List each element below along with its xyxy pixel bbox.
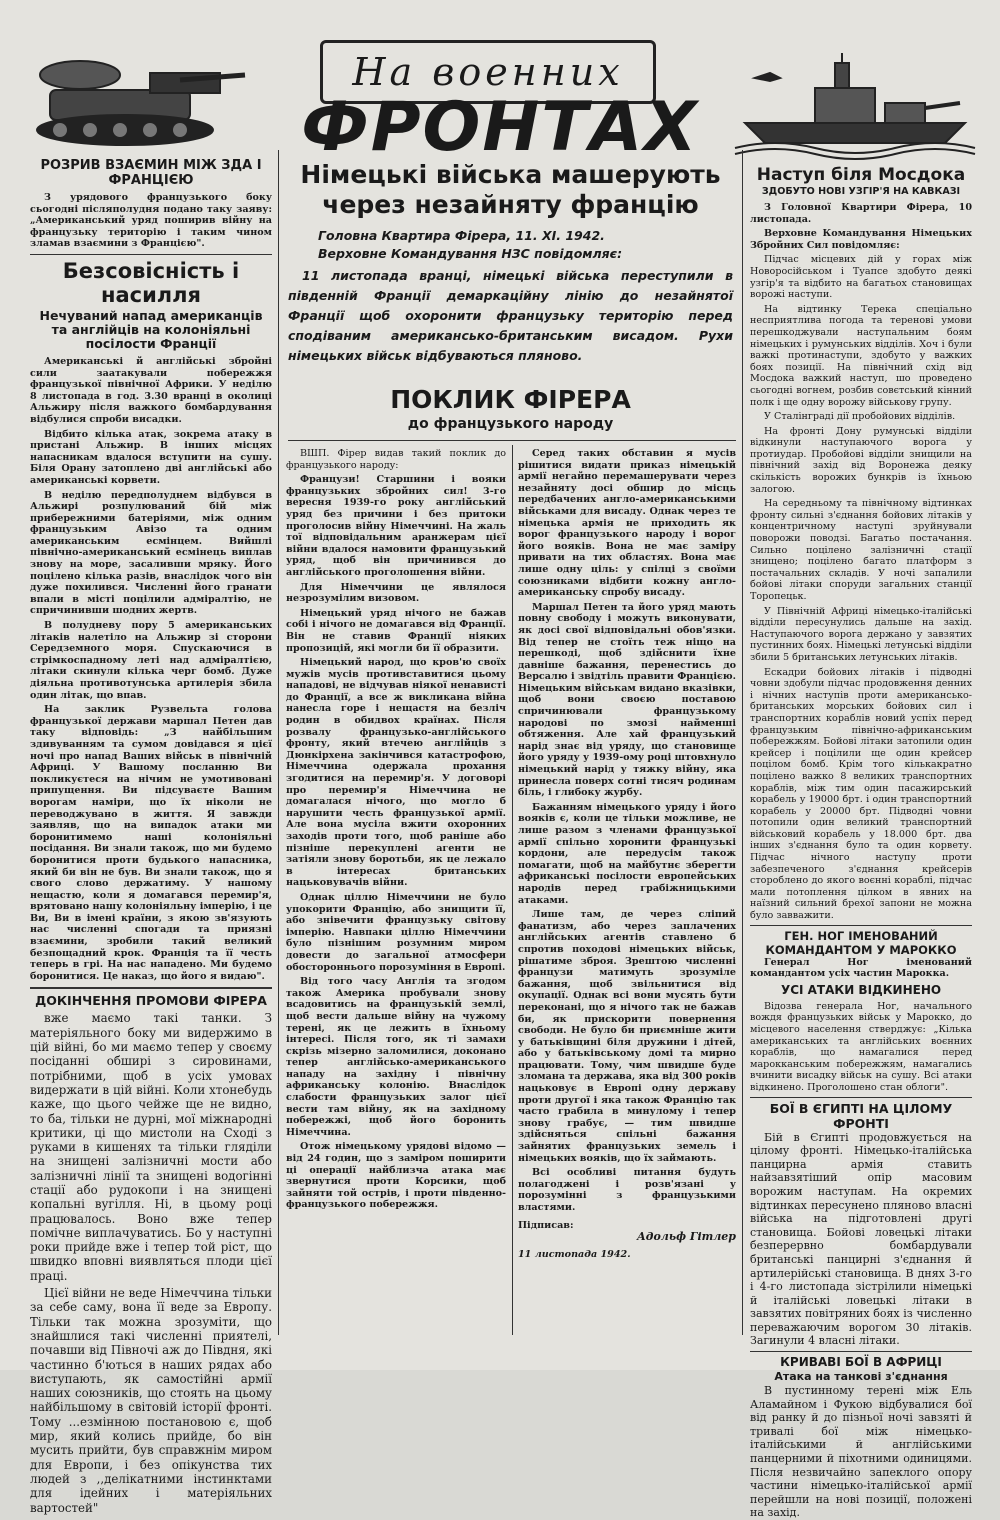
column-rule: [278, 150, 279, 1335]
article-paragraph: У Північній Африці німецько-італійські відділи пересунулись дальше на захід. Наступаючого ворога держано у завзятих пустинних боях. Німецькі летунські відділи збили 5 британських летунських літаків.: [750, 605, 972, 663]
headline-africa: КРИВАВІ БОЇ В АФРИЦІ: [780, 1355, 942, 1370]
headline-march: Німецькі війська машерують через незайняту францію: [300, 160, 721, 219]
masthead-top-text: На военних: [352, 50, 624, 94]
article-paragraph: Німецький уряд нічого не бажав собі і нічого не домагався від Франції. Він не ставив Франції ніяких пропозицій, які могли би її образити.: [286, 607, 506, 654]
headline-nogues: ГЕН. НОГ ІМЕНОВАНИЙ КОМАНДАНТОМ У МАРОККО: [765, 928, 957, 957]
article-paragraph: Однак ціллю Німеччини не було упокорити Францію, або знищити її, або знівечити французьку світову імперію. Навпаки ціллю Німеччини було пізнішим розумним миром довести до загальної атмосфери обостороннього порозуміння в Европі.: [286, 891, 506, 973]
right-column: [750, 165, 972, 1520]
article-paragraph: На відтинку Терека спеціально несприятлива погода та теренові умови перешкоджували наступальним боям німецьких і румунських відділів. Хоч і були важкі протинаступи, здобуто у важких боях позиції. На північний схід від Мосдока важкий наступ, шо проведено сьогодні вогнем, розбив совєтський кінний полк і ще одну ворожу військову групу.: [750, 303, 972, 408]
article-paragraph: Генерал Ног іменований командантом усіх частин Марокка.: [750, 956, 972, 980]
subheadline-africa: Атака на танкові з'єднання: [774, 1370, 948, 1384]
subheadline-appeal: до французького народу: [407, 416, 614, 432]
warship-illustration: [735, 48, 975, 158]
communique-intro: Верховне Командування Німецьких Збройних Сил повідомляє:: [750, 228, 972, 251]
headline-appeal: ПОКЛИК ФІРЕРА: [390, 385, 631, 414]
article-paragraph: вже маємо такі танки. З матеріяльного боку ми видержимо в цій війні, бо ми маємо тепер у своєму посіданні обширі з сировинами, потрібними, щоб в усіх умовах видержати в цій війні. Коли хтонебудь каже, що цього чейже ще не видно, то ба, тільки не дурні, мої міжнародні критики, ці що мистоли на Сході з руками в кишенях та тільки гляділи на знищені залізничні мости або залізничні лінії та знищені водогінні стації або рудокопи і на знищені копальні вугілля. Ні, в цьому році працювалось. Воно вже тепер помічне виплачуватись. Бо у наступні роки прийде вже і тепер той ріст, що швидко вповні виявляться плоди цієї праці.: [30, 1011, 272, 1283]
column-rule: [742, 150, 743, 1335]
article-paragraph: На заклик Рузвельта голова французької держави маршал Петен дав таку відповідь: „З найбільшим здивуванням та сумом довідався я цієї ночі про напад Ваших військ в північній Африці. У Вашому посланню Ви покликуєтеся на нічим не умотивовані припущення. Ви підсуваєте Вашим ворогам наміри, що їх ніколи не переводжувано в життя. Я завжди заявляв, що на випадок атаки ми боронитимемо наші колоніяльні посідання. Ви знали також, що ми будемо боронитися проти будького напасника, який би він не був. Ви знали також, що я свого слово держатиму. У нашому нещастю, коли я домагався перемир'я, врятовано нашу колоніяльну імперію, і це Ви, Ви в імені країни, з якою зв'язують нас численні спогади та приязні взаємини, зробили такий великий безпощадний крок. Франція та її честь теперь в грі. На нас нападено. Ми будемо боронитися. Це наказ, що його я видаю".: [30, 704, 272, 982]
article-paragraph: Бажанням німецького уряду і його вояків є, коли це тільки можливе, не лише разом з членами французької армії спільно хоронити французькі кордони, але передусім також помагати, щоб на майбутнє зберегти африканські посілости европейських народів перед грабіжницькими атаками.: [518, 801, 736, 906]
article-paragraph: Від того часу Англія та згодом також Америка пробували знову всадовитись на французькій землі, щоб вести дальше війну на чужому терені, як це лежить в їхньому інтересі. Після того, як ті замахи скрізь мізерно заломилися, доконано тепер англійсько-американського нападу на західну і північну африканську колонію. Внаслідок слабости французьких залог цієї вести там війну, як на західному побережжі, щоб його боронить Німеччина.: [286, 976, 506, 1138]
article-paragraph: В неділю передполуднем відбувся в Альжирі розпулюваний бій між прибережними батеріями, між одним французьким Авізо та одним американським есмінцем. Вийшлі північно-американський есмінець виплав знову на море, засаливши мряку. Його поцілено кілька разів, внаслідок чого він дуже похилився. Численні його гранати впали в місті поцілили адміралтію, не спричинивши шодних жертв.: [30, 489, 272, 617]
subheadline-mozdok: ЗДОБУТО НОВІ УЗГІР'Я НА КАВКАЗІ: [761, 186, 961, 197]
center-column-a: [286, 448, 506, 1338]
signature-date: 11 листопада 1942.: [518, 1248, 631, 1260]
column-rule: [512, 445, 513, 1335]
communique-lead: 11 листопада вранці, німецькі війська переступили в південній Франції демаркаційну лінію до незайнятої Франції щоб охоронити французьку територію перед сподіваним американсько-британським висадом. Рухи німецьких військ відбуваються пляново.: [288, 268, 733, 363]
signature-name: Адольф Гітлер: [636, 1230, 736, 1244]
article-paragraph: Серед таких обставин я мусів рішитися видати приказ німецькій армії негайно перемашерувати через незайняту досі обшир до місць передбачених англо-американськими військами для висаду. Однак через те німецька армія не приходить як ворог французького народу і ворог його вояків. Вона не має заміру привати на тих областях. Вона має лише одну ціль: у спілці з своїми союзниками відбити кожну англо-американську спробу висаду.: [518, 448, 736, 599]
article-paragraph: Отож німецькому урядові відомо — від 24 годин, що з заміром поширити ці операції найблизча атака має звернутися проти Корсики, щоб зайняти той острів, і проти південно-французького побережжя.: [286, 1141, 506, 1211]
article-paragraph: Для Німеччини це являлося незрозумілим визовом.: [286, 581, 506, 605]
article-paragraph: У Сталінграді дії пробойових відділів.: [764, 411, 956, 423]
tank-illustration: [30, 45, 260, 155]
article-paragraph: Американські й англійські збройні сили заатакували побережжя французької північної Африки. У неділю 8 листопада в год. 3.30 вранці в околиці Альжиру після важкого бомбардування відбулися спроби висадки.: [30, 355, 272, 425]
center-column-b: [518, 448, 736, 1338]
article-paragraph: Маршал Петен та його уряд мають повну свободу і можуть виконувати, як досі свої відповідальні обов'язки. Від тепер не стоїть теж ніщо на перешкоді, щоб здійснити їхне давніше бажання, перенестись до Версалю і звідтіль правити Францією. Німецьким військам видано вказівки, щоб вони своєю поставою спричинювали французькому народові по змозі найменші обтяження. Але хай французький нарід знає від уряду, що становище його уряду у 1939-ому році штовхнуло німецький нарід у тяжку війну, яка принесла поверх сотні тисяч родинам біль, і глибоку журбу.: [518, 601, 736, 799]
article-paragraph: Французи! Старшини і вояки французьких збройних сил! 3-го вересня 1939-го року англійський уряд без причини і без притоки проголосив війну Німеччині. На жаль тої відповідальним аранжерам цієї війни вдалося намовити французький уряд, щоб він причинився до англійського проголошення війни.: [286, 474, 506, 578]
article-paragraph: ВШП. Фірер видав такий поклик до французького народу:: [286, 448, 506, 471]
headline-egypt: БОЇ В ЄГИПТІ НА ЦІЛОМУ ФРОНТІ: [769, 1100, 953, 1131]
article-paragraph: На середньому та північному відтинках фронту сильні з'єднання бойових літаків у концентричному наступі зруйнували поворожи поводзі. Багатьо постачання. Сильно поцілено залізничні стації знищено; поцілено багато платформ з постачальних складів. У ночі запалили бойові літаки споруди загальних станції Торопецьк.: [750, 498, 972, 602]
headline-attacks-repulsed: УСІ АТАКИ ВІДКИНЕНО: [780, 982, 942, 997]
article-paragraph: Відозва генерала Ног, начального вождя французьких військ у Марокко, до місцевого населення стверджує: „Кілька американських та англійських воєнних кораблів, що намагалися перед марокканським побережжям, намагались вчинити висадку військ на сушу. Всі атаки відкинено. Проголошено стан облоги".: [750, 1000, 972, 1093]
article-paragraph: Німецький народ, що кров'ю своїх мужів мусів противставитися цьому нападові, не відчував ніякої ненависті до Франції, а все ж викликана війна нанесла горе і нещастя на безліч родин в обидвох країнах. Після розвалу французько-англійського фронту, який втечею англійців з Дюнкірхена закінчився катастрофою, Німеччина одержала прохання згодитися на перемир'я. У договорі про перемир'я Німеччина не домагалася нічого, що могло б нарушити честь французької армії. Але вона мусіла вжити охоронних заходів проти того, щоб раніше або пізніше перекуплені агенти не затіяли знову боротьби, як це лежало в інтересах британських нацьковувачів війни.: [286, 657, 506, 889]
masthead-title: ФРОНТАХ: [301, 88, 699, 167]
article-paragraph: Лише там, де через сліпий фанатизм, або через заплачених англійських агентів ставлено б спротив походові німецьких військ, рішатиме зброя. Зрештою численні французи матимуть зрозуміле бажання, щоб звільнитися від окупації. Однак всі вони мусять бути переконані, що я нічого так не бажав би, як прискорити повернення свободи. Не було би приємніше жити у батьківщині біля дружини і дітей, або у батьківському домі та мирно працювати. Тому, чим швидше буде зломана та держава, яка від 300 років нацьковує в Европі одну державу проти другої і яка також Францію так часто грабила в минулому і тепер знову грабує, — тим швидше здійсняться спільні бажання зайнятих французьких земель і німецьких вояків, що їх займають.: [518, 909, 736, 1164]
article-paragraph: Бій в Єгипті продовжується на цілому фронті. Німецько-італійська панцирна армія ставить найзавзятіший опір масовим ворожим наступам. На окремих відтинках пересунено пляново власні війська на підготовлені другі становища. Бойові ловецькі літаки безперервно бомбардували британські панцирні з'єднання й артилерійські становища. В днях 3-го і 4-го листопада зістрілили німецькі й італійські ловецькі літаки в завзятих повітряних боях із численно переважаючим ворогом 30 літаків. Загинули 4 власні літаки.: [750, 1130, 972, 1348]
headline-speech-end: ДОКІНЧЕННЯ ПРОМОВИ ФІРЕРА: [35, 993, 267, 1009]
headline-mozdok: Наступ біля Мосдока: [756, 165, 966, 185]
article-paragraph: Ескадри бойових літаків і підводні човни здобули підчас продовження денних і нічних наступів проти американсько-британських морських бойових сил і транспортних кораблів новий успіх перед французьким північно-африканським побережжям. Бойові літаки затопили один крейсер і поцілили ще один крейсер поцілом бомб. Крім того кількакратно поцілено важко 8 великих транспортних кораблів, між тим один пасажирський корабель у 19000 брт. і один транспортний корабель у 20000 брт. Підводні човни потопили один великий транспортний військовий корабель у 18.000 брт. два інших з'єднання було та один корвету. Підчас нічного наступу проти забезпеченого з'єднання крейсерів стороблено до якого воєнні кораблі, підчас мали потоплення цілком в явних на наїзний сильний брехої запони не можна було завважити.: [750, 666, 972, 922]
headline-break: РОЗРИВ ВЗАЄМИН МІЖ ЗДА І ФРАНЦІЄЮ: [40, 158, 262, 188]
article-paragraph: Цієї війни не веде Німеччина тільки за себе саму, вона її веде за Европу. Тільки так можна зрозуміти, що знайшлися такі численні приятелі, почавши від Півночі аж до Півдня, які частинно б'ються в наших рядах або виступають, як самостійні армії наших союзників, що стоять на цьому найбільшому в світовій історії фронті. Тому ...езмінною постановою є, щоб мир, який колись прийде, бо він мусить прийти, був справжнім миром для Европи, і без опікунства тих людей з ,,делікатними інстинктами для ідейних і матеріяльних вартостей": [30, 1286, 272, 1515]
article-paragraph: В полудневу пору 5 американських літаків налетіло на Альжир зі сторони Середземного моря. Спускаючися в стрімкоспадному леті над адміралтією, літаки скинули кілька черг бомб. Дуже діяльна противотунська артилерія збила один літак, що впав.: [30, 620, 272, 701]
article-paragraph: Підчас місцевих дій у горах між Новоросійськом і Туапсе здобуто деякі узгір'я та відбито на багатьох становищах ворожі наступи.: [750, 254, 972, 301]
communique-intro: Верховне Командування НЗС повідомляє:: [318, 246, 623, 261]
signature-label: Підписав:: [518, 1219, 574, 1231]
subheadline-violence: Нечуваний напад американців та англійців на колоніяльні посілости Франції: [39, 307, 263, 351]
headline-violence: Безсовісність і насилля: [62, 258, 240, 307]
article-paragraph: На фронті Дону румунські відділи відкинули наступаючого ворога у протиудар. Пробойові відділи знищили на північний захід від Воронежа деяку скількість ворожих бункрів із їхньою залогою.: [750, 425, 972, 495]
article-paragraph: В пустинному терені між Ель Аламайном і Фукою відбувалися бої від ранку й до пізньої ночі завзяті й тривалі бої між німецько-італійськими й англійськими панцерними й піхотними одиницями. Після незвичайно запеклого опору частини німецько-італійської армії перейшли на нові позиції, положені на захід.: [750, 1384, 972, 1520]
dateline: З Головної Квартири Фірера, 10 листопада.: [750, 202, 972, 225]
dateline: Головна Квартира Фірера, 11. XI. 1942.: [318, 228, 605, 243]
appeal-heading: [288, 385, 733, 445]
left-column: [30, 158, 272, 1515]
article-paragraph: Відбито кілька атак, зокрема атаку в пристані Альжир. В інших місцях напасникам вдалося вступити на сушу. Біля Орану затоплено дві англійські або американські корвети.: [30, 428, 272, 486]
article-paragraph: Всі особливі питання будуть полагоджені і розв'язані у порозумінні з французькими властями.: [518, 1167, 736, 1213]
article-paragraph: З урядового французького боку сьогодні післяполудня подано таку заяву: „Американський уряд поширив війну на французьку територію і таким чином зламав взаємини з Францією".: [30, 192, 272, 250]
